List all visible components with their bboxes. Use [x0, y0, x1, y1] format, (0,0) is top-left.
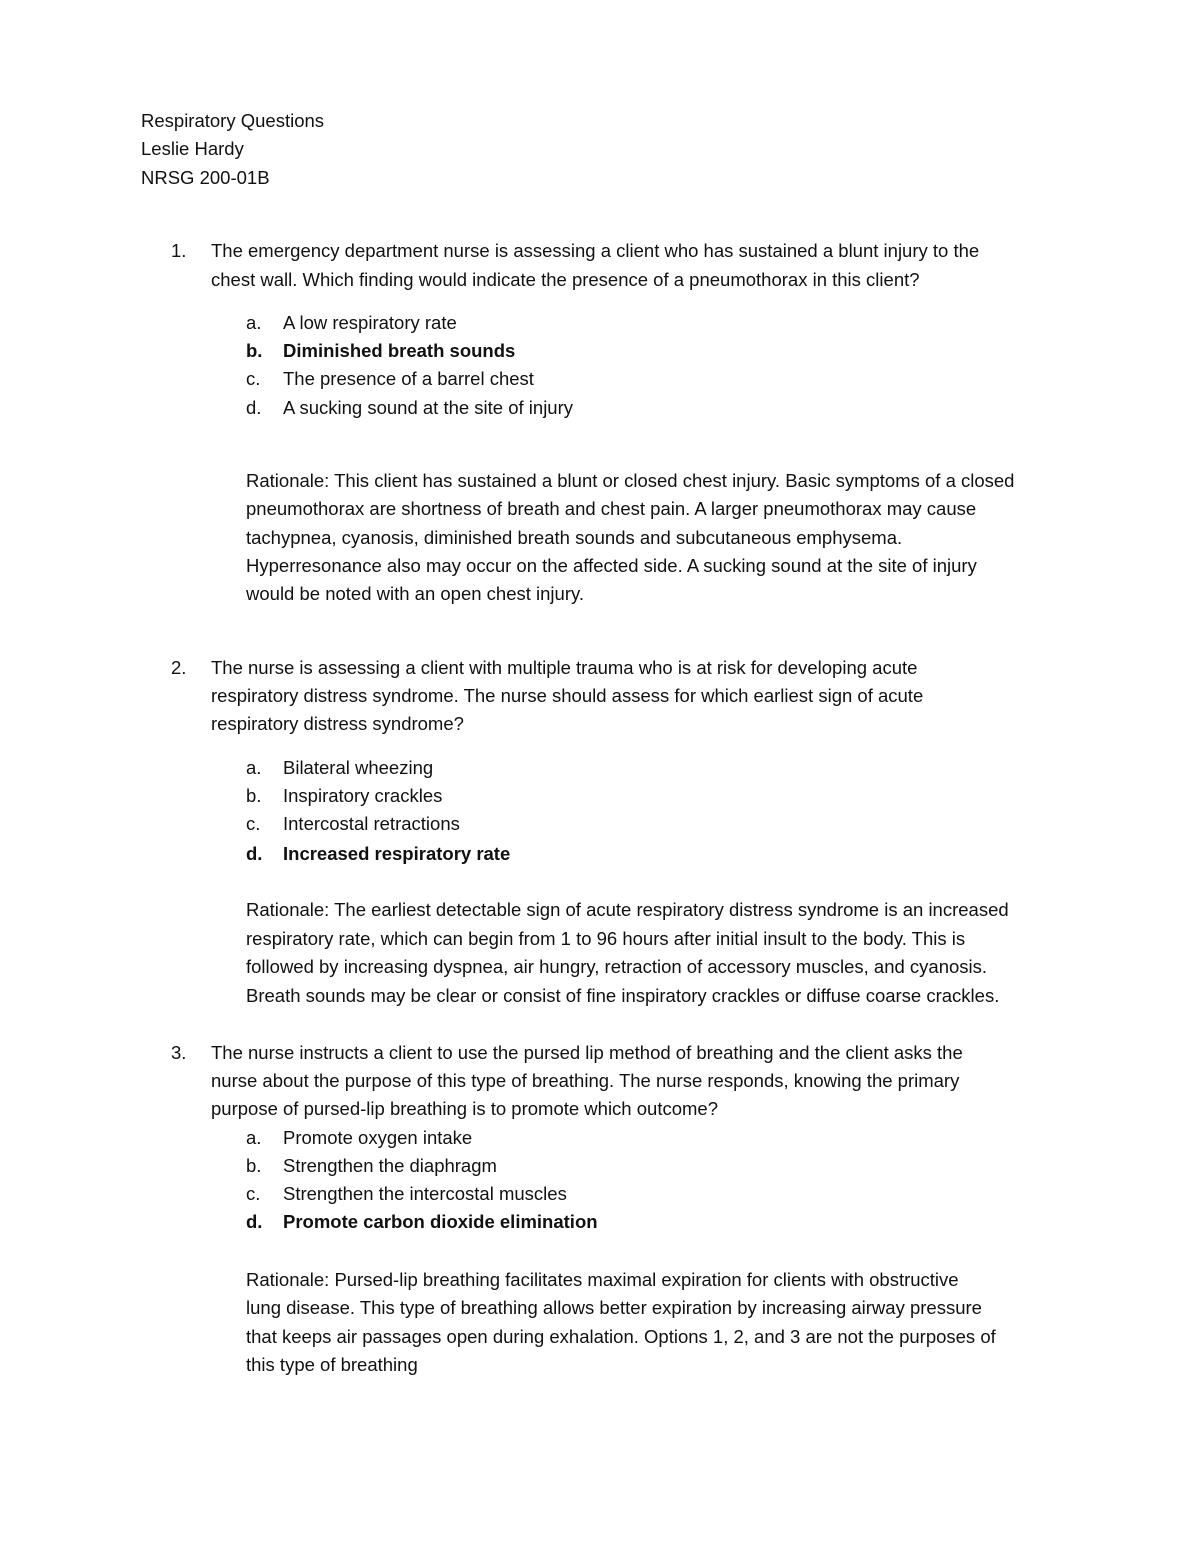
- question-2-stem-line: The nurse is assessing a client with multiple trauma who is at risk for developing acute: [211, 657, 918, 678]
- question-3-option-label-correct: d.: [246, 1211, 263, 1232]
- question-1-option-text: A low respiratory rate: [283, 312, 457, 333]
- question-3-option-text-correct: Promote carbon dioxide elimination: [283, 1211, 598, 1232]
- question-3-option-label: a.: [246, 1127, 262, 1148]
- question-3-rationale-line: Rationale: Pursed-lip breathing facilitates maximal expiration for clients with obstructive: [246, 1269, 959, 1290]
- course-code: NRSG 200-01B: [141, 167, 270, 188]
- question-1-stem-line: chest wall. Which finding would indicate the presence of a pneumothorax in this client?: [211, 269, 920, 290]
- question-3-option-text: Strengthen the intercostal muscles: [283, 1183, 567, 1204]
- question-2-option-label: c.: [246, 813, 261, 834]
- question-2-stem-line: respiratory distress syndrome?: [211, 713, 464, 734]
- question-2-option-text: Bilateral wheezing: [283, 757, 434, 778]
- question-3-rationale-line: that keeps air passages open during exhalation. Options 1, 2, and 3 are not the purposes of: [246, 1326, 996, 1347]
- question-3-option-text: Promote oxygen intake: [283, 1127, 473, 1148]
- question-1-option-label: a.: [246, 312, 262, 333]
- question-2-stem-line: respiratory distress syndrome. The nurse should assess for which earliest sign of acute: [211, 685, 924, 706]
- question-2-option-text: Inspiratory crackles: [283, 785, 443, 806]
- question-1-rationale-line: pneumothorax are shortness of breath and chest pain. A larger pneumothorax may cause: [246, 498, 977, 519]
- question-2-rationale-line: Breath sounds may be clear or consist of fine inspiratory crackles or diffuse coarse crackles.: [246, 985, 1000, 1006]
- question-2-option-text: Intercostal retractions: [283, 813, 460, 834]
- question-2-option-label: b.: [246, 785, 262, 806]
- question-1-rationale-line: Hyperresonance also may occur on the affected side. A sucking sound at the site of injury: [246, 555, 977, 576]
- question-1-option-label: d.: [246, 397, 262, 418]
- question-1-option-text: A sucking sound at the site of injury: [283, 397, 574, 418]
- question-1-rationale-line: would be noted with an open chest injury.: [246, 583, 585, 604]
- question-1-option-text-correct: Diminished breath sounds: [283, 340, 516, 361]
- question-1-option-label: c.: [246, 368, 261, 389]
- question-1-number: 1.: [171, 240, 187, 261]
- question-3-stem-line: nurse about the purpose of this type of breathing. The nurse responds, knowing the primary: [211, 1070, 960, 1091]
- question-3-option-label: c.: [246, 1183, 261, 1204]
- question-1-rationale-line: tachypnea, cyanosis, diminished breath sounds and subcutaneous emphysema.: [246, 527, 903, 548]
- question-3-option-label: b.: [246, 1155, 262, 1176]
- question-1-option-label-correct: b.: [246, 340, 263, 361]
- document-title: Respiratory Questions: [141, 110, 325, 131]
- question-2-option-label-correct: d.: [246, 843, 263, 864]
- question-2-number: 2.: [171, 657, 187, 678]
- question-1-rationale-line: Rationale: This client has sustained a blunt or closed chest injury. Basic symptoms of a closed: [246, 470, 1015, 491]
- question-2-rationale-line: followed by increasing dyspnea, air hungry, retraction of accessory muscles, and cyanosis.: [246, 956, 988, 977]
- question-1-option-text: The presence of a barrel chest: [283, 368, 534, 389]
- question-2-rationale-line: Rationale: The earliest detectable sign of acute respiratory distress syndrome is an increased: [246, 899, 1009, 920]
- question-3-rationale-line: lung disease. This type of breathing allows better expiration by increasing airway pressure: [246, 1297, 982, 1318]
- question-2-option-label: a.: [246, 757, 262, 778]
- question-1-stem-line: The emergency department nurse is assessing a client who has sustained a blunt injury to the: [211, 240, 980, 261]
- question-3-number: 3.: [171, 1042, 187, 1063]
- author-name: Leslie Hardy: [141, 138, 244, 159]
- question-2-option-text-correct: Increased respiratory rate: [283, 843, 511, 864]
- question-3-stem-line: purpose of pursed-lip breathing is to promote which outcome?: [211, 1098, 718, 1119]
- question-3-option-text: Strengthen the diaphragm: [283, 1155, 497, 1176]
- question-2-rationale-line: respiratory rate, which can begin from 1 to 96 hours after initial insult to the body. This is: [246, 928, 966, 949]
- question-3-stem-line: The nurse instructs a client to use the pursed lip method of breathing and the client asks the: [211, 1042, 963, 1063]
- question-3-rationale-line: this type of breathing: [246, 1354, 418, 1375]
